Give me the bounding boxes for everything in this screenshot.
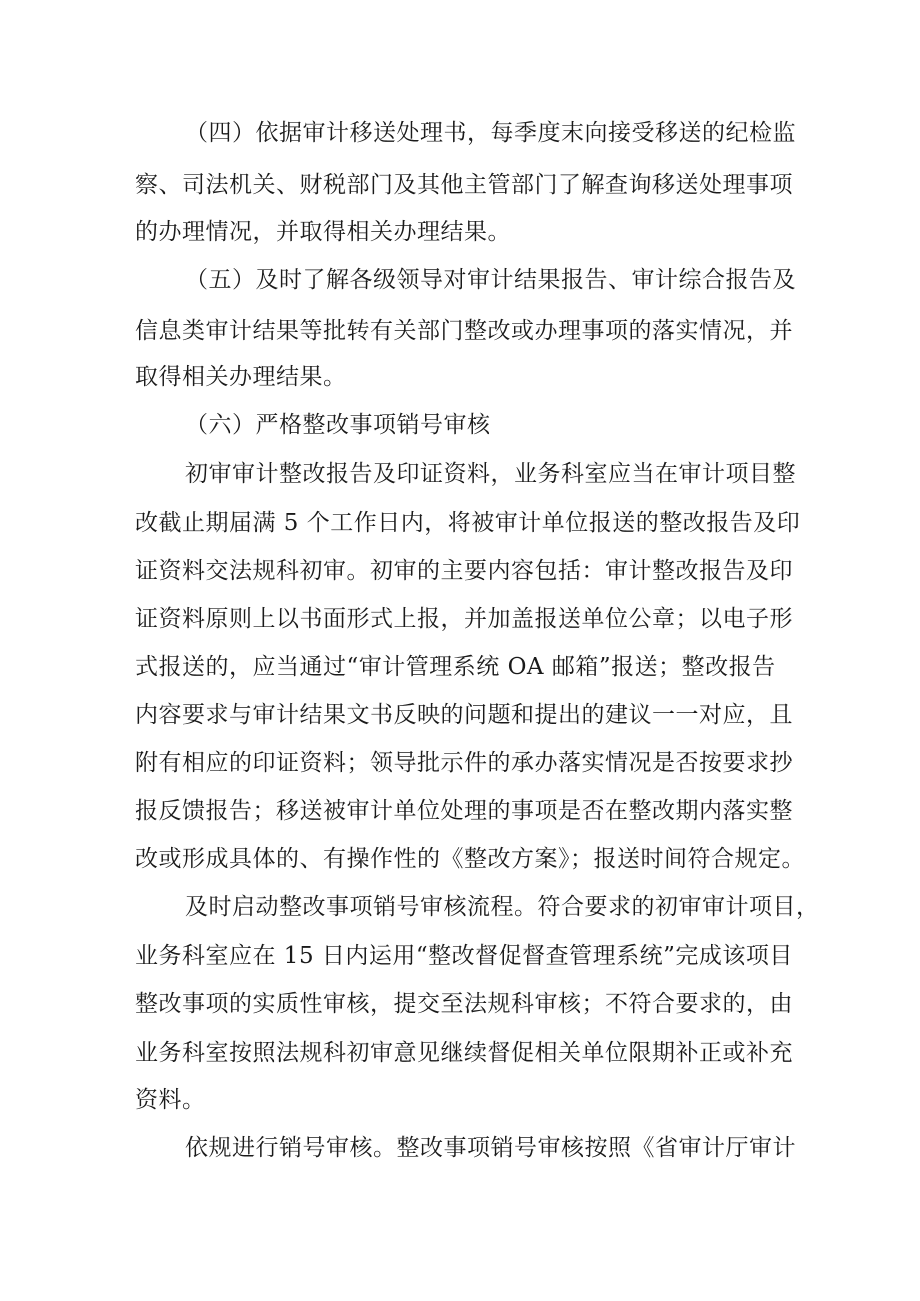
paragraph-5-line-1: （五）及时了解各级领导对审计结果报告、审计综合报告及 xyxy=(185,267,796,293)
paragraph-launch-review-line-5: 资料。 xyxy=(135,1087,206,1113)
paragraph-4-line-2: 察、司法机关、财税部门及其他主管部门了解查询移送处理事项 xyxy=(135,172,793,198)
paragraph-launch-review-line-4: 业务科室按照法规科初审意见继续督促相关单位限期补正或补充 xyxy=(135,1040,793,1066)
paragraph-4-line-3: 的办理情况，并取得相关办理结果。 xyxy=(135,219,511,245)
paragraph-initial-review-line-7: 附有相应的印证资料；领导批示件的承办落实情况是否按要求抄 xyxy=(135,750,793,776)
paragraph-initial-review-line-2: 改截止期届满 5 个工作日内，将被审计单位报送的整改报告及印 xyxy=(135,510,801,536)
paragraph-initial-review-line-8: 报反馈报告；移送被审计单位处理的事项是否在整改期内落实整 xyxy=(135,798,793,824)
section-heading-6: （六）严格整改事项销号审核 xyxy=(185,412,491,438)
paragraph-initial-review-line-5: 式报送的，应当通过“审计管理系统 OA 邮箱”报送；整改报告 xyxy=(135,654,776,680)
paragraph-5-line-2: 信息类审计结果等批转有关部门整改或办理事项的落实情况，并 xyxy=(135,318,793,344)
paragraph-initial-review-line-1: 初审审计整改报告及印证资料，业务科室应当在审计项目整 xyxy=(185,461,796,487)
paragraph-launch-review-line-2: 业务科室应在 15 日内运用“整改督促督查管理系统”完成该项目 xyxy=(135,943,793,969)
paragraph-4-line-1: （四）依据审计移送处理书，每季度末向接受移送的纪检监 xyxy=(185,120,796,146)
paragraph-initial-review-line-3: 证资料交法规科初审。初审的主要内容包括：审计整改报告及印 xyxy=(135,558,793,584)
paragraph-launch-review-line-3: 整改事项的实质性审核，提交至法规科审核；不符合要求的，由 xyxy=(135,991,793,1017)
paragraph-initial-review-line-6: 内容要求与审计结果文书反映的问题和提出的建议一一对应，且 xyxy=(135,702,793,728)
paragraph-5-line-3: 取得相关办理结果。 xyxy=(135,364,347,390)
paragraph-initial-review-line-4: 证资料原则上以书面形式上报，并加盖报送单位公章；以电子形 xyxy=(135,606,793,632)
paragraph-initial-review-line-9: 改或形成具体的、有操作性的《整改方案》；报送时间符合规定。 xyxy=(135,846,805,872)
paragraph-compliance-review-line-1: 依规进行销号审核。整改事项销号审核按照《省审计厅审计 xyxy=(185,1135,796,1161)
paragraph-launch-review-line-1: 及时启动整改事项销号审核流程。符合要求的初审审计项目， xyxy=(185,894,820,920)
